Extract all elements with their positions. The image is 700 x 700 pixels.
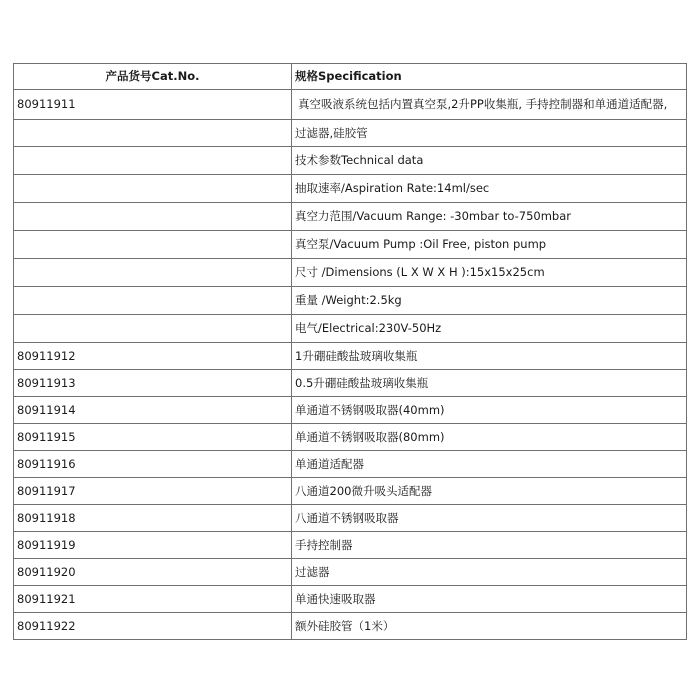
table-header-row — [14, 64, 687, 90]
spec-cell: 1升硼硅酸盐玻璃收集瓶 — [292, 343, 687, 370]
cat-no-cell — [14, 120, 292, 147]
spec-cell: 手持控制器 — [292, 532, 687, 559]
table-row — [14, 505, 687, 532]
cat-no-cell: 80911915 — [14, 424, 292, 451]
cat-no-cell: 80911911 — [14, 90, 292, 120]
cat-no-cell: 80911920 — [14, 559, 292, 586]
cat-no-cell — [14, 259, 292, 287]
spec-cell: 单通快速吸取器 — [292, 586, 687, 613]
spec-cell: 八通道不锈钢吸取器 — [292, 505, 687, 532]
cat-no-cell — [14, 231, 292, 259]
spec-cell: 额外硅胶管（1米） — [292, 613, 687, 640]
spec-cell: 尺寸 /Dimensions (L X W X H ):15x15x25cm — [292, 259, 687, 287]
table-row — [14, 259, 687, 287]
table-row — [14, 424, 687, 451]
technical-heading: 技术参数Technical data — [292, 147, 687, 175]
cat-no-cell — [14, 175, 292, 203]
table-row — [14, 451, 687, 478]
spec-cell: 单通道适配器 — [292, 451, 687, 478]
spec-cell — [292, 90, 687, 120]
table-row — [14, 397, 687, 424]
cat-no-cell: 80911914 — [14, 397, 292, 424]
technical-heading-row — [14, 147, 687, 175]
table-row — [14, 231, 687, 259]
spec-cell: 过滤器 — [292, 559, 687, 586]
table-row — [14, 287, 687, 315]
cat-no-cell — [14, 203, 292, 231]
cat-no-cell: 80911918 — [14, 505, 292, 532]
spec-cell: 单通道不锈钢吸取器(40mm) — [292, 397, 687, 424]
table-row — [14, 315, 687, 343]
spec-cell: 八通道200微升吸头适配器 — [292, 478, 687, 505]
accessory-rows — [14, 343, 687, 640]
spec-cell: 真空力范围/Vacuum Range: -30mbar to-750mbar — [292, 203, 687, 231]
spec-line: 真空吸液系统包括内置真空泵,2升PP收集瓶, 手持控制器和单通道适配器, — [298, 97, 668, 111]
table-row — [14, 175, 687, 203]
table-row — [14, 559, 687, 586]
table-row — [14, 90, 687, 120]
cat-no-cell: 80911912 — [14, 343, 292, 370]
cat-no-cell — [14, 147, 292, 175]
table-row — [14, 120, 687, 147]
spec-cell: 电气/Electrical:230V-50Hz — [292, 315, 687, 343]
spec-cell: 单通道不锈钢吸取器(80mm) — [292, 424, 687, 451]
cat-no-cell — [14, 315, 292, 343]
table-row — [14, 532, 687, 559]
spec-cell: 抽取速率/Aspiration Rate:14ml/sec — [292, 175, 687, 203]
spec-cell: 重量 /Weight:2.5kg — [292, 287, 687, 315]
cat-no-cell: 80911919 — [14, 532, 292, 559]
table-row — [14, 343, 687, 370]
table-row — [14, 586, 687, 613]
header-cat-no: 产品货号Cat.No. — [14, 64, 292, 90]
cat-no-cell: 80911913 — [14, 370, 292, 397]
cat-no-cell — [14, 287, 292, 315]
table-row — [14, 613, 687, 640]
cat-no-cell: 80911916 — [14, 451, 292, 478]
cat-no-cell: 80911921 — [14, 586, 292, 613]
table-row — [14, 203, 687, 231]
table-row — [14, 370, 687, 397]
spec-cell: 0.5升硼硅酸盐玻璃收集瓶 — [292, 370, 687, 397]
spec-cell: 过滤器,硅胶管 — [292, 120, 687, 147]
cat-no-cell: 80911922 — [14, 613, 292, 640]
table-row — [14, 478, 687, 505]
spec-table — [13, 63, 687, 640]
spec-cell: 真空泵/Vacuum Pump :Oil Free, piston pump — [292, 231, 687, 259]
header-specification: 规格Specification — [292, 64, 687, 90]
cat-no-cell: 80911917 — [14, 478, 292, 505]
